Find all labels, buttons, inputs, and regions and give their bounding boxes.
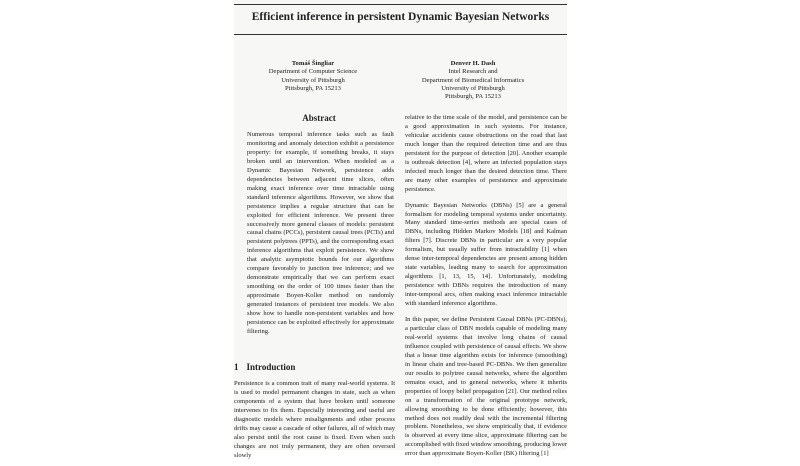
top-rule [234, 4, 567, 5]
author-affiliation-line: Department of Computer Science [268, 68, 358, 76]
section-heading [234, 362, 295, 372]
author-name: Tomáš Šingliar [291, 60, 335, 67]
author-2 [398, 60, 548, 101]
abstract-heading: Abstract [302, 113, 336, 123]
author-name: Denver H. Dash [450, 60, 496, 67]
author-1 [238, 60, 388, 93]
introduction-text: Persistence is a common trait of many real-world systems. It is used to model permanent changes in state, such as when components of a system that have broken until someone intervenes to fix them. Especially interesting and useful are diagnostic models where misalignments and other process drifts may cause a cascade of other failures, all of which may also persist until the root cause is fixed. Even when such changes are not truly permanent, they are often reversed slowly [234, 380, 395, 459]
author-affiliation-line: Pittsburgh, PA 15213 [285, 84, 341, 92]
paragraph: In this paper, we define Persistent Causal DBNs (PC-DBNs), a particular class of DBN models capable of modeling many real-world systems that involve long chains of causal influence coupled with persistence of causal effects. We show that a linear time algorithm exists for inference (smoothing) in linear chain and tree-based PC-DBNs. We then generalize our results to polytree causal networks, where the algorithm remains exact, and to general networks, where it inherits properties of loopy belief propagation [21]. Our method relies on a transformation of the original prototype network, allowing smoothing to be done efficiently; however, this method does not readily deal with the incremental filtering problem. Nonetheless, we show empirically that, if evidence is observed at every time slice, approximate filtering can be accomplished with fixed window smoothing, producing lower error than approximate Boyen-Koller (BK) filtering [1] [405, 316, 567, 458]
paper-page [234, 0, 567, 459]
paragraph: relative to the time scale of the model, and persistence can be a good approximation in such systems. For instance, vehicular accidents cause obstructions on the road that last much longer than the required detection time and are thus persistent for the purpose of detection [20]. Another example is outbreak detection [4], where an infected population stays infected much longer than the desired detection time. There are many other examples of persistence and approximate persistence. [405, 114, 567, 193]
title-rule [234, 34, 567, 35]
paragraph: Dynamic Bayesian Networks (DBNs) [5] are a general formalism for modeling temporal systems under uncertainty. Many standard time-series methods are special cases of DBNs, including Hidden Markov Models [18] and Kalman filters [7]. Discrete DBNs in particular are a very popular formalism, but usually suffer from intractability [1] when dense inter-temporal dependencies are present among hidden state variables, leading many to search for approximation algorithms [1, 13, 15, 14]. Unfortunately, modeling persistence with DBNs requires the introduction of many inter-temporal arcs, often making exact inference intractable with standard inference algorithms. [405, 201, 567, 308]
right-column [405, 114, 567, 466]
section-number: 1 [234, 362, 239, 372]
section-title: Introduction [246, 362, 296, 372]
author-affiliation-line: Department of Biomedical Informatics [421, 76, 525, 84]
abstract-text: Numerous temporal inference tasks such as fault monitoring and anomaly detection exhibit a persistence property: for example, if something breaks, it stays broken until an intervention. When modeled as a Dynamic Bayesian Network, persistence adds dependencies between adjacent time slices, often making exact inference over time intractable using standard inference algorithms. However, we show that persistence implies a regular structure that can be exploited for efficient inference. We present three successively more general classes of models: persistent causal chains (PCCs), persistent causal trees (PCTs) and persistent polytrees (PPTs), and the corresponding exact inference algorithms that exploit persistence. We show that analytic asymptotic bounds for our algorithms compare favorably to junction tree inference; and we demonstrate empirically that we can perform exact smoothing on the order of 100 times faster than the approximate Boyen-Koller method on randomly generated instances of persistent tree models. We also show how to handle non-persistent variables and how persistence can be exploited effectively for approximate filtering. [247, 131, 394, 335]
author-affiliation-line: Intel Research and [448, 68, 498, 76]
author-affiliation-line: University of Pittsburgh [281, 76, 345, 84]
paper-title: Efficient inference in persistent Dynamic Bayesian Networks [251, 11, 550, 23]
author-affiliation-line: Pittsburgh, PA 15213 [445, 93, 501, 101]
author-affiliation-line: University of Pittsburgh [441, 84, 505, 92]
